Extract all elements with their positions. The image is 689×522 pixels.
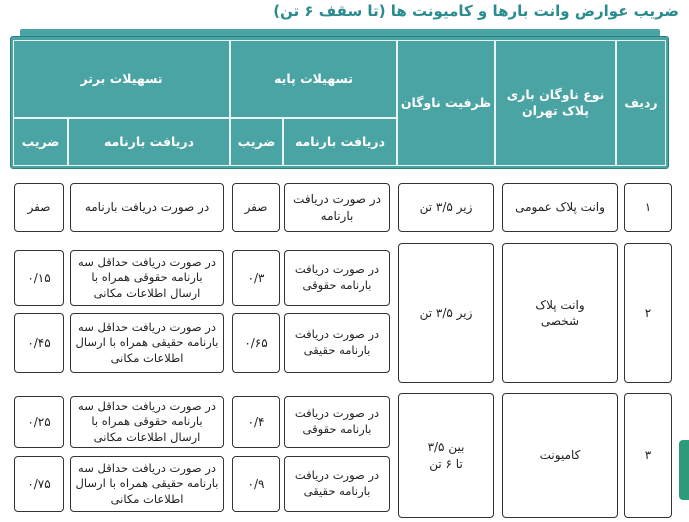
row3a-advanced-coef: ۰/۲۵ — [14, 396, 64, 448]
row3-radif: ۳ — [624, 393, 672, 518]
row2b-advanced-coef: ۰/۴۵ — [14, 313, 64, 373]
row2a-advanced-receipt: در صورت دریافت حداقل سه بارنامه حقوقی همراه با ارسال اطلاعات مکانی — [70, 250, 224, 306]
row1-advanced-receipt: در صورت دریافت بارنامه — [70, 183, 224, 232]
row2-radif: ۲ — [624, 243, 672, 383]
row1-basic-coef: صفر — [232, 183, 280, 232]
row3a-basic-coef: ۰/۴ — [232, 396, 280, 448]
row3b-advanced-receipt: در صورت دریافت حداقل سه بارنامه حقیقی همراه با ارسال اطلاعات مکانی — [70, 456, 224, 512]
row3a-basic-receipt: در صورت دریافت بارنامه حقوقی — [284, 396, 390, 448]
row3b-basic-coef: ۰/۹ — [232, 456, 280, 512]
row2b-advanced-receipt: در صورت دریافت حداقل سه بارنامه حقیقی همراه با ارسال اطلاعات مکانی — [70, 313, 224, 373]
row1-advanced-coef: صفر — [14, 183, 64, 232]
row2-type: وانت پلاک شخصی — [502, 243, 618, 383]
row3-type: کامیونت — [502, 393, 618, 518]
row3a-advanced-receipt: در صورت دریافت حداقل سه بارنامه حقوقی همراه با ارسال اطلاعات مکانی — [70, 396, 224, 448]
row2b-basic-receipt: در صورت دریافت بارنامه حقیقی — [284, 313, 390, 373]
row3b-basic-receipt: در صورت دریافت بارنامه حقیقی — [284, 456, 390, 512]
row3b-advanced-coef: ۰/۷۵ — [14, 456, 64, 512]
header-basic-facilities: تسهیلات پایه — [230, 40, 397, 118]
header-advanced-receipt: دریافت بارنامه — [68, 118, 230, 166]
row2b-basic-coef: ۰/۶۵ — [232, 313, 280, 373]
page-title: ضریب عوارض وانت بارها و کامیونت ها (تا سقف ۶ تن) — [273, 2, 679, 20]
row2a-basic-receipt: در صورت دریافت بارنامه حقوقی — [284, 250, 390, 306]
side-decoration — [679, 440, 689, 500]
row1-basic-receipt: در صورت دریافت بارنامه — [284, 183, 390, 232]
row1-capacity: زیر ۳/۵ تن — [398, 183, 494, 232]
row1-radif: ۱ — [624, 183, 672, 232]
header-basic-coef: ضریب — [230, 118, 283, 166]
row2a-advanced-coef: ۰/۱۵ — [14, 250, 64, 306]
header-vehicle-type: نوع ناوگان باری پلاک تهران — [495, 40, 616, 166]
header-capacity: ظرفیت ناوگان — [397, 40, 495, 166]
row3-capacity: بین ۳/۵ تا ۶ تن — [398, 393, 494, 518]
header-radif: ردیف — [616, 40, 666, 166]
header-advanced-coef: ضریب — [13, 118, 68, 166]
row2a-basic-coef: ۰/۳ — [232, 250, 280, 306]
row1-type: وانت پلاک عمومی — [502, 183, 618, 232]
header-advanced-facilities: تسهیلات برتر — [13, 40, 230, 118]
row2-capacity: زیر ۳/۵ تن — [398, 243, 494, 383]
header-basic-receipt: دریافت بارنامه — [283, 118, 397, 166]
